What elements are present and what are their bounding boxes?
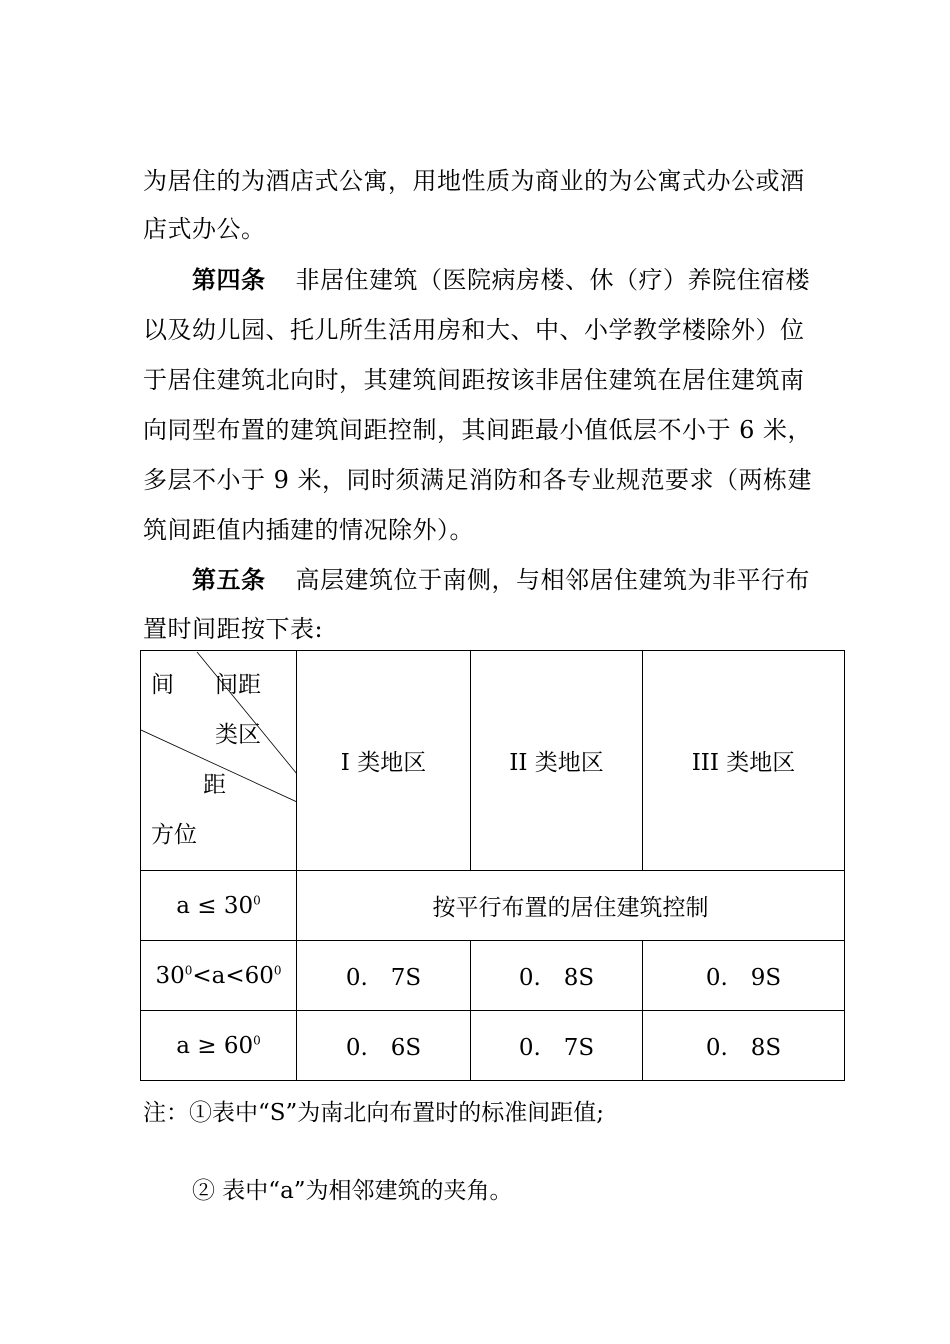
row-label: $30^0<a<60^0$: [141, 941, 297, 1011]
paragraph-line: 多层不小于 9 米，同时须满足消防和各专业规范要求（两栋建: [143, 466, 813, 494]
article-5-title: 第五条: [192, 566, 266, 594]
paragraph-line: 以及幼儿园、托儿所生活用房和大、中、小学教学楼除外）位: [143, 316, 805, 344]
paragraph-line: 置时间距按下表:: [143, 615, 324, 643]
article-4-title: 第四条: [192, 266, 266, 294]
table-cell: 0. 8S: [643, 1011, 845, 1081]
table-cell: 0. 7S: [471, 1011, 643, 1081]
header-cell: II 类地区: [471, 651, 643, 871]
corner-label: 间距: [215, 671, 261, 698]
paragraph-line: 店式办公。: [143, 215, 266, 243]
corner-label: 类区: [215, 721, 261, 748]
spacing-table: [140, 650, 845, 1081]
table-row: [141, 941, 845, 1011]
header-cell: III 类地区: [643, 651, 845, 871]
row-label: $a \ge 60^0$: [141, 1011, 297, 1081]
article-4-text: 非居住建筑（医院病房楼、休（疗）养院住宿楼: [295, 266, 810, 294]
corner-label: 间: [151, 671, 174, 698]
paragraph-line: 于居住建筑北向时，其建筑间距按该非居住建筑在居住建筑南: [143, 366, 805, 394]
paragraph-line: 为居住的为酒店式公寓，用地性质为商业的为公寓式办公或酒: [143, 167, 805, 195]
table-row: [141, 1011, 845, 1081]
table-cell: 0. 9S: [643, 941, 845, 1011]
table-corner-cell: [141, 651, 297, 871]
table-cell: 0. 8S: [471, 941, 643, 1011]
corner-label: 方位: [151, 821, 197, 848]
corner-label: 距: [203, 771, 226, 798]
note-1: 注：①表中“S”为南北向布置时的标准间距值;: [143, 1100, 605, 1126]
table-header-row: [141, 651, 845, 871]
note-2: ② 表中“a”为相邻建筑的夹角。: [192, 1178, 513, 1204]
paragraph-line: 筑间距值内插建的情况除外）。: [143, 516, 474, 544]
table-row: [141, 871, 845, 941]
merged-cell: 按平行布置的居住建筑控制: [297, 871, 845, 941]
article-4-line: [192, 263, 810, 297]
paragraph-line: 向同型布置的建筑间距控制，其间距最小值低层不小于 6 米，: [143, 416, 813, 444]
table-cell: 0. 6S: [297, 1011, 471, 1081]
table-cell: 0. 7S: [297, 941, 471, 1011]
article-5-line: [192, 563, 810, 597]
row-label: $a \le 30^0$: [141, 871, 297, 941]
header-cell: I 类地区: [297, 651, 471, 871]
article-5-text: 高层建筑位于南侧，与相邻居住建筑为非平行布: [295, 566, 810, 594]
